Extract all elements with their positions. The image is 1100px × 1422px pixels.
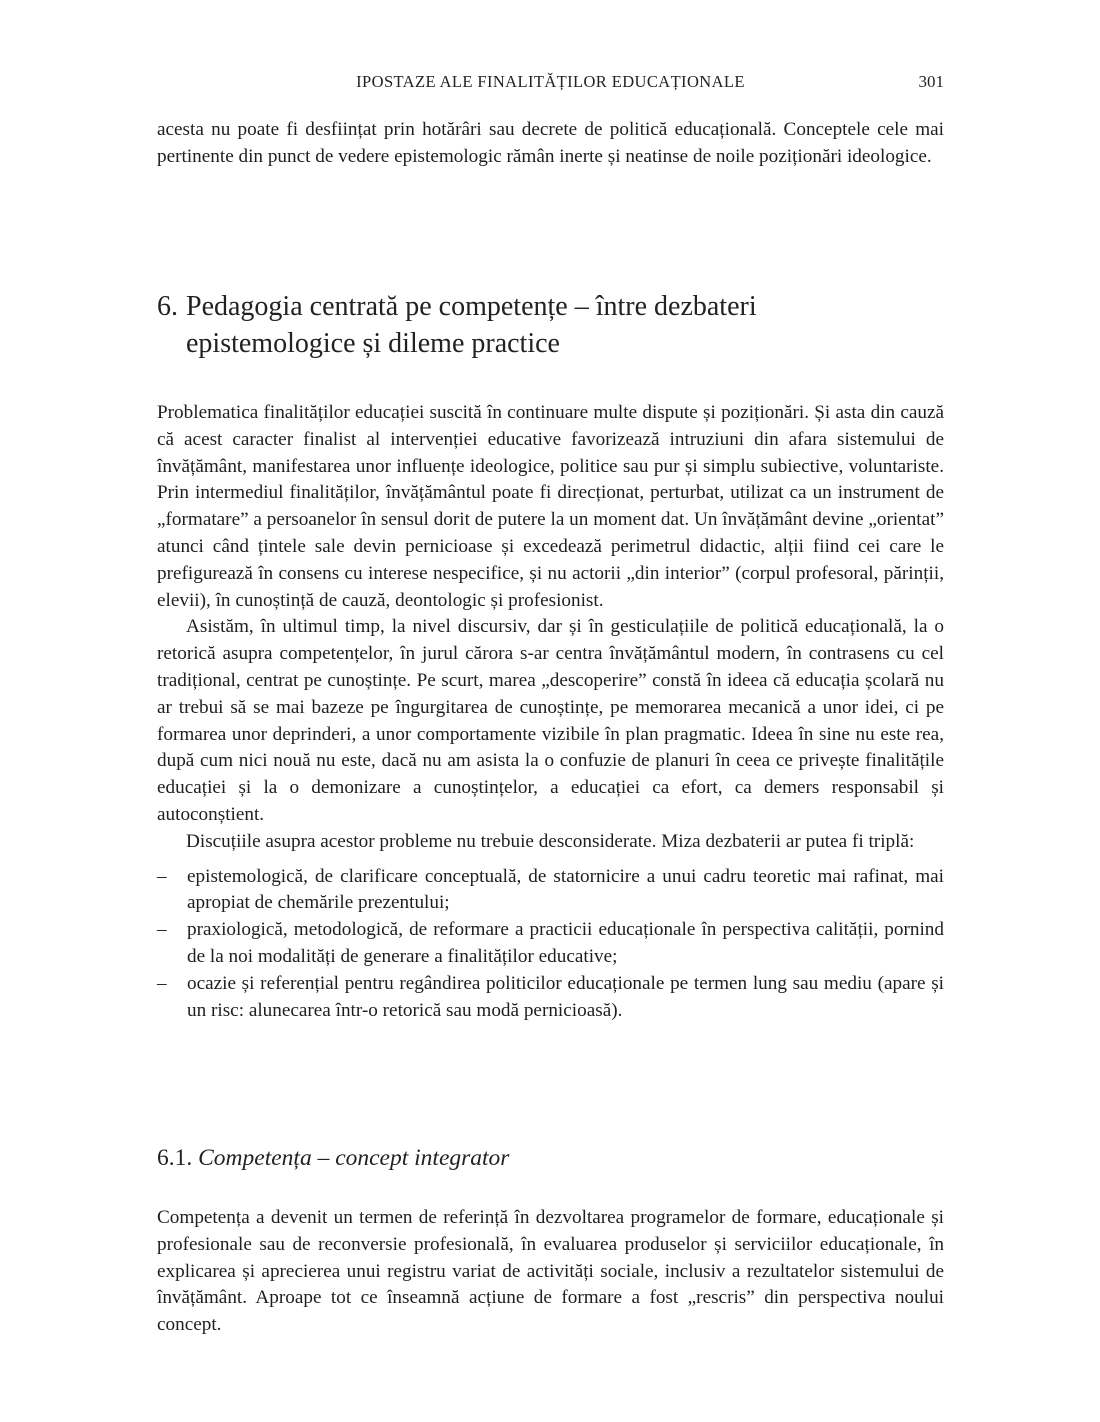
section-6-title-line1: Pedagogia centrată pe competențe – între dezbateri xyxy=(186,291,757,322)
section-6-body xyxy=(157,400,944,1024)
stakes-list xyxy=(157,864,944,1025)
list-item-text: praxiologică, metodologică, de reformare a practicii educaționale în perspectiva calității, pornind de la noi modalități de generare a finalităților educative; xyxy=(187,919,944,967)
section-6-title-line2: epistemologice și dileme practice xyxy=(186,328,560,359)
paragraph: Problematica finalităților educației suscită în continuare multe dispute și poziționări. Și asta din cauză că acest caracter finalist al intervenției educative favorizează intruziuni din afara sistemului de învățământ, manifestarea unor influențe ideologice, politice sau pur și simplu subiective, voluntariste. Prin intermediul finalităților, învățământul poate fi direcționat, perturbat, utilizat ca un instrument de „formatare” a persoanelor în sensul dorit de putere la un moment dat. Un învățământ devine „orientat” atunci când țintele sale devin pernicioase și excedează perimetrul didactic, alții fiind cei care le prefigurează în consens cu interese nespecifice, și nu actorii „din interior” (corpul profesoral, părinții, elevii), în cunoștință de cauză, deontologic și profesionist. xyxy=(157,402,944,611)
intro-paragraph-block xyxy=(157,117,944,171)
page-header xyxy=(157,72,944,98)
page-number: 301 xyxy=(918,72,944,91)
dash-bullet-icon: – xyxy=(157,972,167,994)
dash-bullet-icon: – xyxy=(157,865,167,887)
section-6-1-title: Competența – concept integrator xyxy=(198,1145,510,1171)
section-6-1-heading xyxy=(157,1143,944,1173)
paragraph: Competența a devenit un termen de referință în dezvoltarea programelor de formare, educaționale și profesionale sau de reconversie profesională, în evaluarea produselor și serviciilor educaționale, în explicarea și aprecierea unui registru variat de activități sociale, inclusiv a rezultatelor sistemului de învățământ. Aproape tot ce înseamnă acțiune de formare a fost „rescris” din perspectiva noului concept. xyxy=(157,1207,944,1336)
list-item-text: epistemologică, de clarificare conceptuală, de statornicire a unui cadru teoretic mai rafinat, mai apropiat de chemările prezentului; xyxy=(187,865,944,914)
running-head: IPOSTAZE ALE FINALITĂȚILOR EDUCAȚIONALE xyxy=(356,72,745,91)
section-6-number: 6. xyxy=(157,291,178,322)
paragraph: Discuțiile asupra acestor probleme nu trebuie desconsiderate. Miza dezbaterii ar putea fi triplă: xyxy=(186,830,915,852)
paragraph: Asistăm, în ultimul timp, la nivel discursiv, dar și în gesticulațiile de politică educațională, la o retorică asupra competențelor, în jurul cărora s-ar centra învățământul modern, în contrasens cu cel tradițional, centrat pe cunoștințe. Pe scurt, marea „descoperire” constă în ideea că educația școlară nu ar trebui să se mai bazeze pe îngurgitarea de cunoștințe, pe memorarea mecanică a unor idei, ci pe formarea unor deprinderi, a unor comportamente vizibile în plan pragmatic. Ideea în sine nu este rea, după cum nici nouă nu este, dacă nu am asista la o confuzie de planuri în ceea ce privește finalitățile educației și la o demonizare a cunoștințelor, a educației ca efort, ca demers responsabil și autoconștient. xyxy=(157,616,944,825)
section-6-heading xyxy=(157,288,944,362)
dash-bullet-icon: – xyxy=(157,919,167,941)
section-6-1-body xyxy=(157,1205,944,1339)
intro-paragraph: acesta nu poate fi desființat prin hotărâri sau decrete de politică educațională. Conceptele cele mai pertinente din punct de vedere epistemologic rămân inerte și neatinse de noile poziționări ideologice. xyxy=(157,119,944,167)
list-item xyxy=(157,971,944,1025)
list-item-text: ocazie și referențial pentru regândirea politicilor educaționale pe termen lung sau mediu (apare și un risc: alunecarea într-o retorică sau modă pernicioasă). xyxy=(187,972,944,1021)
list-item xyxy=(157,864,944,918)
list-item xyxy=(157,917,944,971)
section-6-1-number: 6.1. xyxy=(157,1145,193,1171)
